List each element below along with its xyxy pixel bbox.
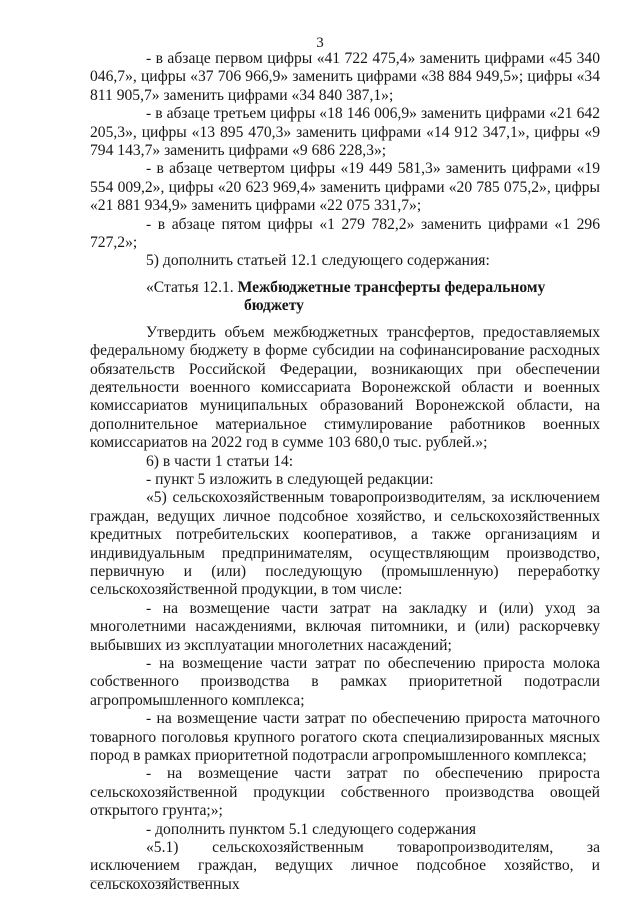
- paragraph-3: - в абзаце четвертом цифры «19 449 581,3» заменить цифрами «19 554 009,2», цифры «20 623 969,4» заменить цифрами «20 785 075,2», цифры «21 881 934,9» заменить цифрами «22 075 331,7»;: [90, 160, 600, 215]
- article-title-line2: бюджету: [244, 297, 304, 315]
- paragraph-15: «5.1) сельскохозяйственным товаропроизводителям, за исключением граждан, ведущих личное подсобное хозяйство, и сельскохозяйственных: [90, 839, 600, 893]
- footer-divider: [90, 880, 220, 881]
- paragraph-7: 6) в части 1 статьи 14:: [146, 452, 294, 470]
- paragraph-8: - пункт 5 изложить в следующей редакции:: [146, 470, 434, 488]
- paragraph-9: «5) сельскохозяйственным товаропроизводителям, за исключением граждан, ведущих личное подсобное хозяйство, и сельскохозяйственных кредитных потребительских кооперативов, а также организациям и индивидуальным предпринимателям, осуществляющим производство, первичную и (или) последующую (промышленную) переработку сельскохозяйственной продукции, в том числе:: [90, 489, 600, 599]
- paragraph-2: - в абзаце третьем цифры «18 146 006,9» заменить цифрами «21 642 205,3», цифры «13 895 470,3» заменить цифрами «14 912 347,1», цифры «9 794 143,7» заменить цифрами «9 686 228,3»;: [90, 105, 600, 160]
- paragraph-14: - дополнить пунктом 5.1 следующего содержания: [146, 820, 477, 838]
- paragraph-13: - на возмещение части затрат по обеспечению прироста сельскохозяйственной продукции собственного производства овощей открытого грунта;»;: [90, 765, 600, 820]
- paragraph-1: - в абзаце первом цифры «41 722 475,4» заменить цифрами «45 340 046,7», цифры «37 706 966,9» заменить цифрами «38 884 949,5»; цифры «34 811 905,7» заменить цифрами «34 840 387,1»;: [90, 50, 600, 104]
- article-heading: [90, 279, 600, 316]
- paragraph-12: - на возмещение части затрат по обеспечению прироста маточного товарного поголовья крупного рогатого скота специализированных мясных пород в рамках приоритетной подотрасли агропромышленного комплекса;: [90, 710, 600, 765]
- paragraph-11: - на возмещение части затрат по обеспечению прироста молока собственного производства в рамках приоритетной подотрасли агропромышленного комплекса;: [90, 655, 600, 709]
- page-number: 3: [316, 35, 324, 51]
- article-title-line1: Межбюджетные трансферты федеральному: [237, 278, 546, 296]
- paragraph-5: 5) дополнить статьей 12.1 следующего содержания:: [146, 252, 490, 270]
- document-body: [90, 50, 600, 894]
- paragraph-6: Утвердить объем межбюджетных трансфертов, предоставляемых федеральному бюджету в форме субсидии на софинансирование расходных обязательств Российской Федерации, возникающих при обеспечении деятельности военного комиссариата Воронежской области и военных комиссариатов муниципальных образований Воронежской области, на дополнительное материальное стимулирование работников военных комиссариатов на 2022 год в сумме 103 680,0 тыс. рублей.»;: [90, 323, 600, 452]
- article-prefix: «Статья 12.1.: [146, 278, 238, 296]
- paragraph-10: - на возмещение части затрат на закладку и (или) уход за многолетними насаждениями, включая питомники, и (или) раскорчевку выбывших из эксплуатации многолетних насаждений;: [90, 599, 600, 654]
- paragraph-4: - в абзаце пятом цифры «1 279 782,2» заменить цифрами «1 296 727,2»;: [90, 215, 600, 252]
